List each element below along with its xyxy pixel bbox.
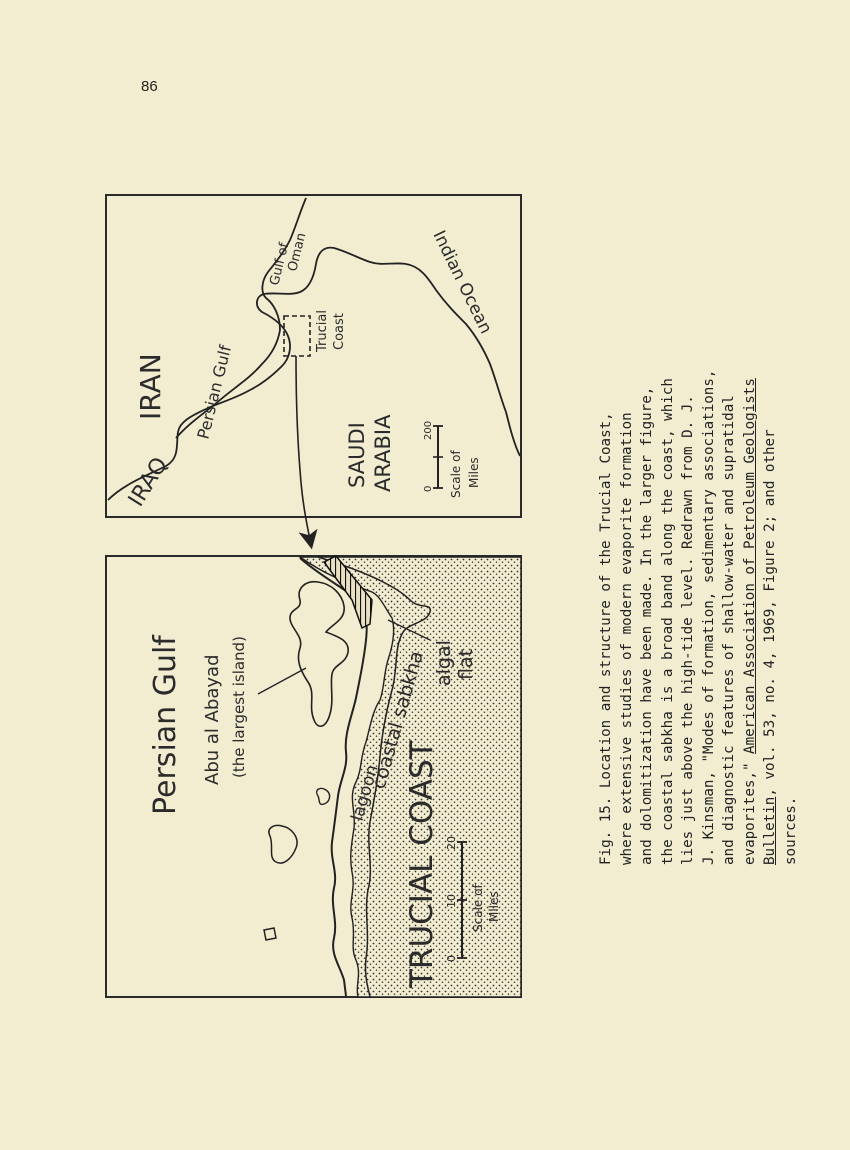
caption-line-8: [740, 0, 761, 865]
label-iraq: IRAQ: [123, 453, 174, 512]
label-oman: Oman: [285, 231, 310, 273]
large-scale-label-1: Scale of: [471, 884, 485, 932]
label-saudi: SAUDI: [345, 422, 369, 488]
label-trucial-coast: TRUCIAL COAST: [404, 740, 440, 988]
label-indian-ocean: Indian Ocean: [428, 227, 496, 338]
caption-text: evaporites,": [741, 753, 758, 865]
journal-title-end: Bulletin: [762, 796, 778, 865]
caption-line: where extensive studies of modern evaporite formation: [618, 412, 635, 865]
caption-line: and dolomitization have been made. In the larger figure,: [639, 386, 655, 865]
label-coastal-sabkha: coastal sabkha: [367, 648, 429, 792]
caption-line-9: [760, 0, 781, 865]
label-inset-persian-gulf: Persian Gulf: [193, 343, 236, 441]
label-algal: algal: [433, 640, 455, 686]
large-scale-tick-0: 0: [445, 955, 458, 962]
label-gulf-of: Gulf of: [267, 241, 293, 287]
inset-scale-tick-0: 0: [423, 485, 434, 492]
large-scale-tick-10: 10: [445, 894, 458, 908]
label-coast: Coast: [332, 313, 347, 350]
journal-title: American Association of Petroleum Geologists: [741, 378, 758, 754]
label-arabia: ARABIA: [371, 414, 395, 492]
label-flat: flat: [455, 648, 477, 680]
label-trucial: Trucial: [315, 310, 330, 352]
small-island-3: [264, 928, 276, 940]
label-persian-gulf: Persian Gulf: [148, 635, 183, 815]
caption-line: the coastal sabkha is a broad band along the coast, which: [659, 378, 676, 865]
inset-map: [106, 195, 521, 540]
inset-scale-tick-200: 200: [423, 420, 434, 440]
large-map: [106, 556, 521, 997]
caption-line: and diagnostic features of shallow-water and supratidal: [721, 395, 737, 865]
caption-text: , vol. 53, no. 4, 1969, Figure 2; and other: [762, 429, 778, 797]
page-number: 86: [141, 78, 158, 95]
large-scale-label-2: Miles: [487, 891, 501, 922]
label-largest-island: (the largest island): [230, 636, 248, 778]
label-abu-al-abayad: Abu al Abayad: [202, 654, 223, 785]
caption-line: Fig. 15. Location and structure of the Trucial Coast,: [598, 412, 614, 865]
caption-line: J. Kinsman, "Modes of formation, sedimentary associations,: [700, 369, 717, 865]
figure-caption: [596, 0, 801, 865]
inset-scale-label-2: Miles: [467, 457, 481, 488]
inset-scale-label-1: Scale of: [449, 450, 463, 498]
label-iran: IRAN: [134, 353, 167, 420]
label-lagoon: lagoon: [347, 762, 383, 824]
caption-line: lies just above the high-tide level. Redrawn from D. J.: [680, 395, 696, 865]
caption-line: sources.: [782, 796, 799, 865]
large-scale-tick-20: 20: [445, 836, 458, 850]
